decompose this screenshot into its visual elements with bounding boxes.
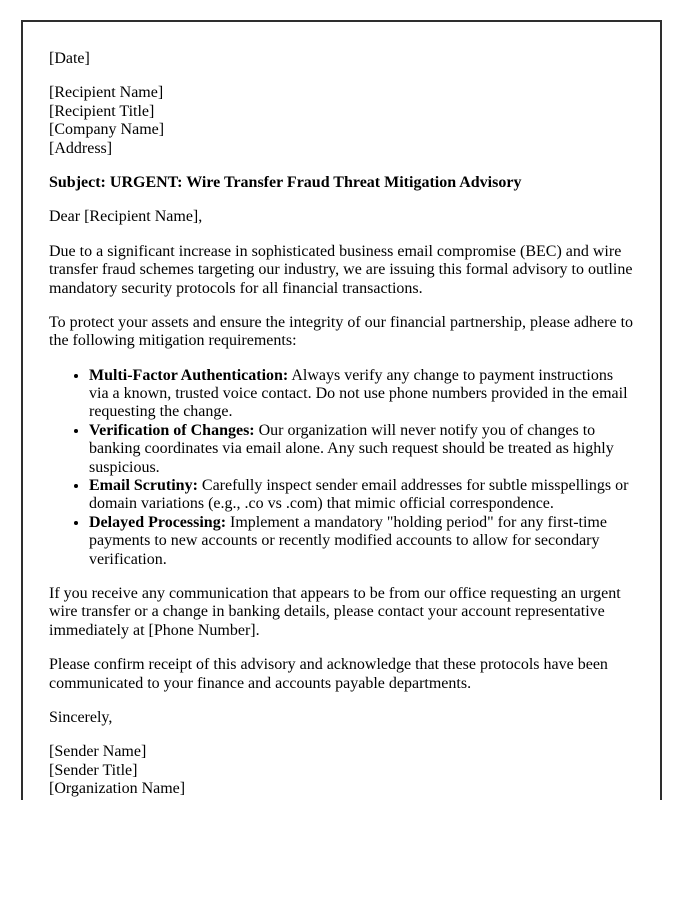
date-placeholder-line: [Date] — [49, 50, 90, 67]
company-name-placeholder: [Company Name] — [49, 121, 165, 139]
mitigation-requirements-list — [49, 367, 633, 569]
intro-paragraph: Due to a significant increase in sophisticated business email compromise (BEC) and wire transfer fraud schemes targeting our industry, we are issuing this formal advisory to outline mandatory security protocols for all financial transactions. — [49, 242, 633, 297]
closing-line: Sincerely, — [49, 708, 113, 726]
signature-block — [49, 743, 633, 798]
letter-page — [21, 20, 662, 800]
recipient-name-placeholder: [Recipient Name] — [49, 84, 164, 102]
list-item-email-scrutiny — [89, 477, 633, 514]
list-item-multi-factor-authentication — [89, 367, 633, 422]
sender-title-placeholder: [Sender Title] — [49, 761, 138, 779]
contact-paragraph: If you receive any communication that appears to be from our office requesting an urgent wire transfer or a change in banking details, please contact your account representative immediately at [Phone Number]. — [49, 584, 621, 639]
bullet-label: Delayed Processing: — [89, 513, 227, 531]
sender-name-placeholder: [Sender Name] — [49, 743, 147, 761]
address-placeholder: [Address] — [49, 139, 113, 157]
bullet-label: Email Scrutiny: — [89, 477, 198, 495]
bullet-label: Multi-Factor Authentication: — [89, 366, 289, 384]
bullet-text: Carefully inspect sender email addresses for subtle misspellings or domain variations (e.g., .co vs .com) that mimic official correspondence. — [89, 477, 629, 513]
salutation: Dear [Recipient Name], — [49, 208, 203, 226]
recipient-title-placeholder: [Recipient Title] — [49, 102, 155, 120]
recipient-address-block — [49, 84, 633, 158]
bullet-text: Always verify any change to payment instructions via a known, trusted voice contact. Do not use phone numbers provided in the email requesting the change. — [89, 366, 628, 421]
organization-name-placeholder: [Organization Name] — [49, 780, 186, 798]
bullet-label: Verification of Changes: — [89, 421, 255, 439]
lead-in-paragraph: To protect your assets and ensure the integrity of our financial partnership, please adhere to the following mitigation requirements: — [49, 313, 634, 350]
confirm-paragraph: Please confirm receipt of this advisory and acknowledge that these protocols have been communicated to your finance and accounts payable departments. — [49, 656, 608, 692]
bullet-text: Our organization will never notify you of changes to banking coordinates via email alone. Any such request should be treated as highly suspicious. — [89, 421, 614, 476]
list-item-delayed-processing — [89, 514, 633, 569]
subject-line: Subject: URGENT: Wire Transfer Fraud Threat Mitigation Advisory — [49, 173, 522, 191]
bullet-text: Implement a mandatory "holding period" for any first-time payments to new accounts or recently modified accounts to allow for secondary verification. — [89, 513, 607, 568]
list-item-verification-of-changes — [89, 422, 633, 477]
